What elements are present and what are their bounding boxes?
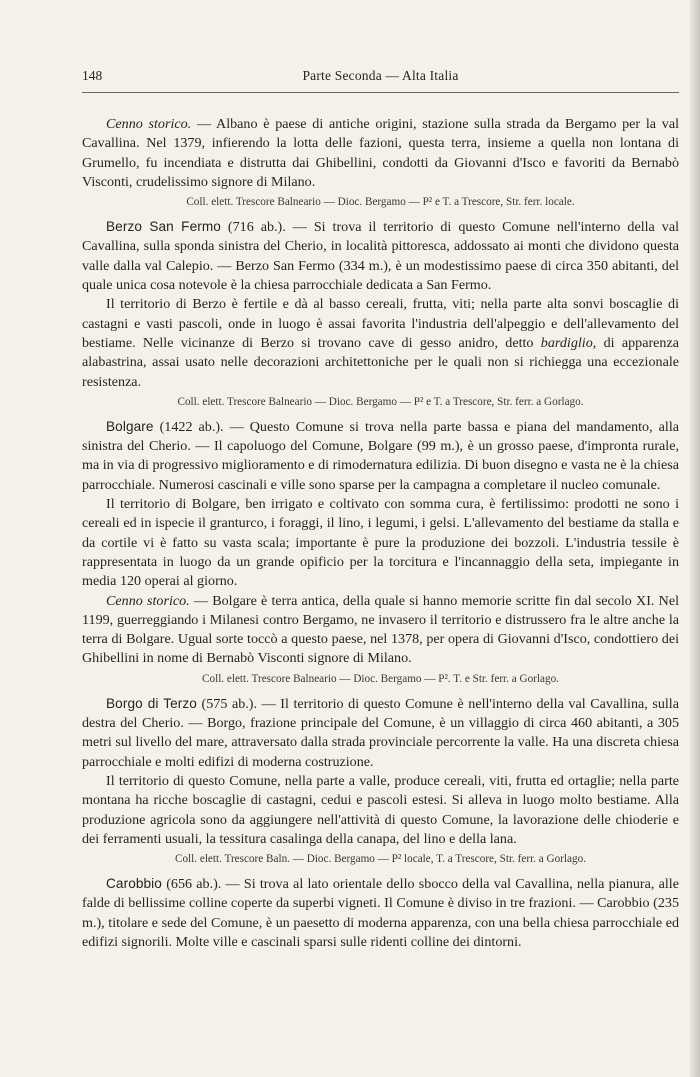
- paragraph: [82, 495, 679, 591]
- book-page: [82, 68, 679, 952]
- section-label: Cenno storico.: [106, 592, 190, 609]
- entry-paragraph: [82, 874, 679, 952]
- header-rule: [82, 92, 679, 93]
- entry-text: (1422 ab.). — Questo Comune si trova nella parte bassa e piana del mandamento, alla sinistra del Cherio. — Il capoluogo del Comune, Bolgare (99 m.), è un grosso paese, d'impronta rurale, ma in via di progressivo miglioramento e di rimodernatura edilizia. Di buon disegno e vasta ne è la chiesa parrocchiale. Numerosi cascinali e ville sono sparse per la campagna a completare il nucleo comunale.: [82, 418, 679, 493]
- scan-edge: [690, 0, 700, 1077]
- paragraph-text: Il territorio di Berzo è fertile e dà al basso cereali, frutta, viti; nella parte alta sonvi boscaglie di castagni e vasti pascoli, onde in luogo è assai favorita l'industria dell'alpeggio e dell'allevamento del bestiame. Nelle vicinanze di Berzo si trovano cave di gesso anidro, detto: [82, 296, 679, 351]
- electoral-note: Coll. elett. Trescore Balneario — Dioc. Bergamo — P² e T. a Trescore, Str. ferr. locale.: [186, 196, 575, 209]
- entry-name: Carobbio: [106, 876, 162, 892]
- section-label: Cenno storico.: [106, 116, 192, 132]
- entry-paragraph: [82, 217, 679, 295]
- entry-text: (716 ab.). — Si trova il territorio di questo Comune nell'interno della val Cavallina, sulla sponda sinistra del Cherio, in località pittoresca, addossato ai monti che dividono questa valle dalla val Calepio. — Berzo San Fermo (334 m.), è un modestissimo paese di circa 350 abitanti, del quale unica cosa notevole è la chiesa parrocchiale dedicata a San Fermo.: [82, 219, 679, 294]
- running-head: [82, 68, 679, 90]
- page-content: [82, 115, 679, 952]
- electoral-note: Coll. elett. Trescore Balneario — Dioc. Bergamo — P². T. e Str. ferr. a Gorlago.: [202, 672, 559, 685]
- running-title: Parte Seconda — Alta Italia: [302, 68, 459, 83]
- entry-paragraph: [82, 694, 679, 772]
- paragraph: [82, 295, 679, 391]
- electoral-note: Coll. elett. Trescore Balneario — Dioc. Bergamo — P² e T. a Trescore, Str. ferr. a Gorlago.: [177, 395, 584, 408]
- paragraph-text: , di apparenza alabastrina, assai usato nelle decorazioni architettoniche per le quali non si richiegga una eccezionale resistenza.: [82, 334, 679, 390]
- entry-paragraph: [82, 417, 679, 495]
- page-number: 148: [82, 68, 103, 83]
- entry-name: Berzo San Fermo: [106, 219, 221, 235]
- entry-text: (656 ab.). — Si trova al lato orientale dello sbocco della val Cavallina, nella pianura, alle falde di bellissime colline coperte da superbi vigneti. Il Comune è diviso in tre frazioni. — Carobbio (235 m.), titolare e sede del Comune, è un paesetto di moderna apparenza, con una bella chiesa parrocchiale ed edifizi signorili. Molte ville e cascinali sparsi sulle ridenti colline dei dintorni.: [82, 876, 679, 950]
- paragraph: [82, 115, 679, 192]
- paragraph-text: Il territorio di questo Comune, nella parte a valle, produce cereali, viti, frutta ed ortaglie; nella parte montana ha ricche boscaglie di castagni, cedui e pascoli estesi. Si alleva in luogo molto bestiame. Alla produzione agricola sono da aggiungere nell'attività di questo Comune, la lavorazione delle chioderie e dei ferramenti usuali, la tessitura casalinga della canapa, del lino e della lana.: [82, 772, 679, 847]
- entry-text: (575 ab.). — Il territorio di questo Comune è nell'interno della val Cavallina, sulla destra del Cherio. — Borgo, frazione principale del Comune, è un villaggio di circa 460 abitanti, a 305 metri sul livello del mare, attraversato dalla strada provinciale percorrente la valle. Ha una discreta chiesa parrocchiale e molti edifizi di moderna costruzione.: [82, 695, 679, 770]
- electoral-note: Coll. elett. Trescore Baln. — Dioc. Bergamo — P² locale, T. a Trescore, Str. ferr. a Gorlago.: [174, 853, 586, 866]
- paragraph-text: Il territorio di Bolgare, ben irrigato e coltivato con somma cura, è fertilissimo: prodotti ne sono i cereali ed in ispecie il granturco, i foraggi, il lino, i legumi, i gelsi. L'allevamento del bestiame da stalla e da cortile vi è fatto su vasta scala; importante è pure la produzione dei bozzoli. L'industria tessile è rappresentata in luogo da un grande opificio per la torcitura e l'incannaggio della seta, impiegante in media 120 operai al giorno.: [82, 496, 679, 590]
- paragraph: [82, 772, 679, 849]
- entry-name: Borgo di Terzo: [106, 695, 197, 711]
- paragraph-text: — Albano è paese di antiche origini, stazione sulla strada da Bergamo per la val Cavallina. Nel 1379, infierendo la lotta delle fazioni, questa terra, insieme a quella non lontana di Grumello, fu incendiata e distrutta dai Ghibellini, condotti da Giovanni d'Isco e favoriti da Bernabò Visconti, crudelissimo signore di Milano.: [82, 116, 679, 190]
- emphasized-term: bardiglio: [540, 334, 593, 351]
- paragraph-text: — Bolgare è terra antica, della quale si hanno memorie scritte fin dal secolo XI. Nel 1199, guerreggiando i Milanesi contro Bergamo, ne invasero il territorio e distrussero fra le altre anche la terra di Bolgare. Ugual sorte toccò a questo paese, nel 1378, per opera di Giovanni d'Isco, condottiero dei Ghibellini in nome di Bernabò Visconti signore di Milano.: [82, 592, 679, 667]
- paragraph: [82, 592, 679, 669]
- entry-name: Bolgare: [106, 418, 154, 434]
